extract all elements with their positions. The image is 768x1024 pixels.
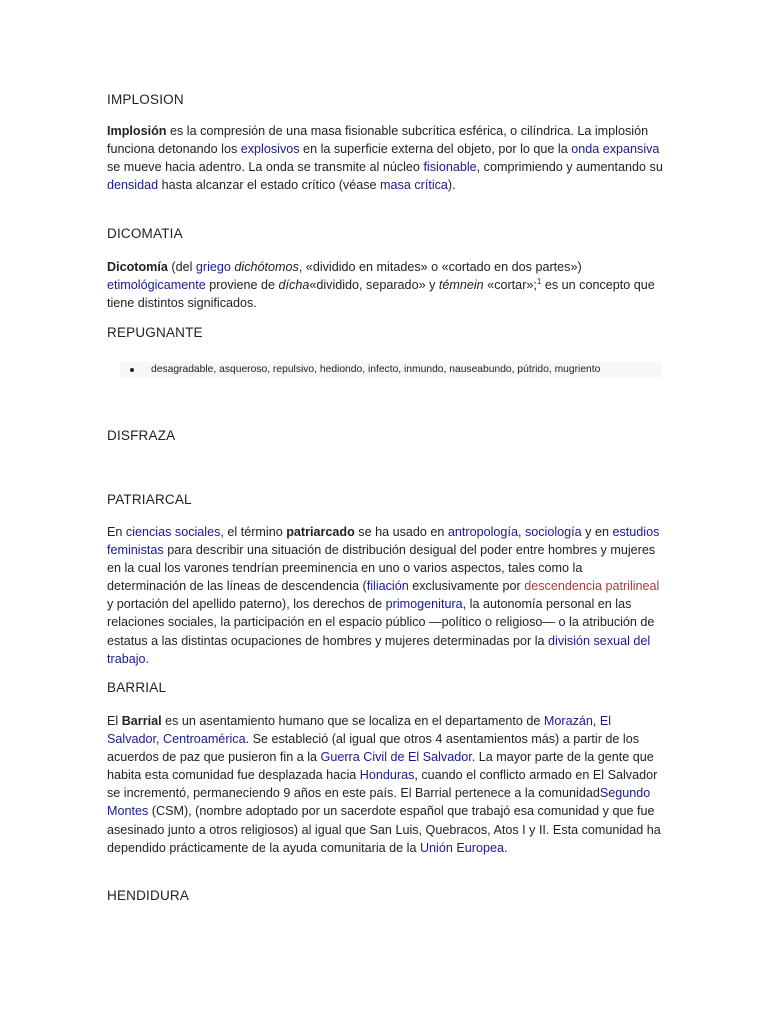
term-patriarcado: patriarcado <box>286 525 355 539</box>
paragraph-dicotomia: Dicotomía (del griego dichótomos, «dividido en mitades» o «cortado en dos partes») etimológicamente proviene de dícha«dividido, separado» y témnein «cortar»;$^1$ es un concepto que tiene distintos significados. <box>107 260 655 311</box>
paragraph-barrial: El Barrial es un asentamiento humano que se localiza en el departamento de Morazán, El Salvador, Centroamérica. Se estableció (al igual que otros 4 asentamientos más) a partir de los acuerdos de paz que pusieron fin a la Guerra Civil de El Salvador. La mayor parte de la gente que habita esta comunidad fue desplazada hacia Honduras, cuando el conflicto armado en El Salvador se incrementó, permaneciendo 9 años en este país. El Barrial pertenece a la comunidadSegundo Montes (CSM), (nombre adoptado por un sacerdote español que trabajó esa comunidad y que fue asesinado junto a otros religiosos) al igual que San Luis, Quebracos, Atos I y II. Esta comunidad ha dependido prácticamente de la ayuda comunitaria de la Unión Europea. <box>107 714 661 855</box>
footnote-ref[interactable]: 1 <box>536 276 542 286</box>
link-morazan[interactable]: Morazán <box>543 714 593 728</box>
paragraph-patriarcado: En ciencias sociales, el término patriarcado se ha usado en antropología, sociología y en estudios feministas para describir una situación de distribución desigual del poder entre hombres y mujeres en la cual los varones tendrían preeminencia en uno o varios aspectos, tales como la determinación de las líneas de descendencia (filiación exclusivamente por descendencia patrilineal y portación del apellido paterno), los derechos de primogenitura, la autonomía personal en las relaciones sociales, la participación en el espacio público —político o religioso— o la atribución de estatus a las distintas ocupaciones de hombres y mujeres determinadas por la división sexual del trabajo. <box>107 525 660 666</box>
link-ciencias-sociales[interactable]: ciencias sociales <box>125 525 221 539</box>
link-division-sexual-del-trabajo[interactable]: división sexual del trabajo <box>107 633 651 666</box>
link-segundo-montes[interactable]: Segundo Montes <box>107 786 651 819</box>
synonym-list-item <box>120 362 661 378</box>
link-honduras[interactable]: Honduras <box>359 768 415 783</box>
link-estudios-feministas[interactable]: estudios feministas <box>107 525 660 558</box>
link-antropologia[interactable]: antropología <box>447 525 518 539</box>
term-implosion: Implosión <box>107 124 167 138</box>
link-masa-critica[interactable]: masa crítica <box>380 178 448 193</box>
heading-patriarcal: PATRIARCAL <box>107 492 192 507</box>
heading-hendidura: HENDIDURA <box>107 888 190 903</box>
heading-barrial: BARRIAL <box>107 680 167 695</box>
link-explosivos[interactable]: explosivos <box>240 142 300 157</box>
synonym-list-text: desagradable, asqueroso, repulsivo, hediondo, infecto, inmundo, nauseabundo, pútrido, mugriento <box>151 364 601 375</box>
heading-implosion: IMPLOSION <box>107 92 184 107</box>
link-etimologicamente[interactable]: etimológicamente <box>107 278 206 293</box>
link-onda-expansiva[interactable]: onda expansiva <box>571 142 660 157</box>
paragraph-implosion: Implosión es la compresión de una masa fisionable subcrítica esférica, o cilíndrica. La implosión funciona detonando los explosivos en la superficie externa del objeto, por lo que la onda expansiva se mueve hacia adentro. La onda se transmite al núcleo fisionable, comprimiendo y aumentando su densidad hasta alcanzar el estado crítico (véase masa crítica). <box>107 124 663 193</box>
link-centroamerica[interactable]: Centroamérica <box>163 732 246 747</box>
link-sociologia[interactable]: sociología <box>524 525 582 539</box>
heading-repugnante: REPUGNANTE <box>107 325 203 340</box>
link-densidad[interactable]: densidad <box>107 178 159 193</box>
link-el-salvador[interactable]: El Salvador <box>107 714 612 747</box>
term-dicotomia: Dicotomía <box>107 260 168 274</box>
link-primogenitura[interactable]: primogenitura <box>385 597 463 612</box>
link-union-europea[interactable]: Unión Europea <box>419 840 504 855</box>
term-barrial: Barrial <box>121 714 162 728</box>
heading-dicomatia: DICOMATIA <box>107 226 183 241</box>
bullet-icon <box>130 368 134 372</box>
link-guerra-civil-el-salvador[interactable]: Guerra Civil de El Salvador <box>320 750 472 765</box>
link-descendencia-patrilineal[interactable]: descendencia patrilineal <box>524 579 660 594</box>
link-fisionable[interactable]: fisionable <box>423 160 477 175</box>
heading-disfraza: DISFRAZA <box>107 428 176 443</box>
link-griego[interactable]: griego <box>195 260 231 274</box>
link-filiacion[interactable]: filiación <box>366 579 409 594</box>
